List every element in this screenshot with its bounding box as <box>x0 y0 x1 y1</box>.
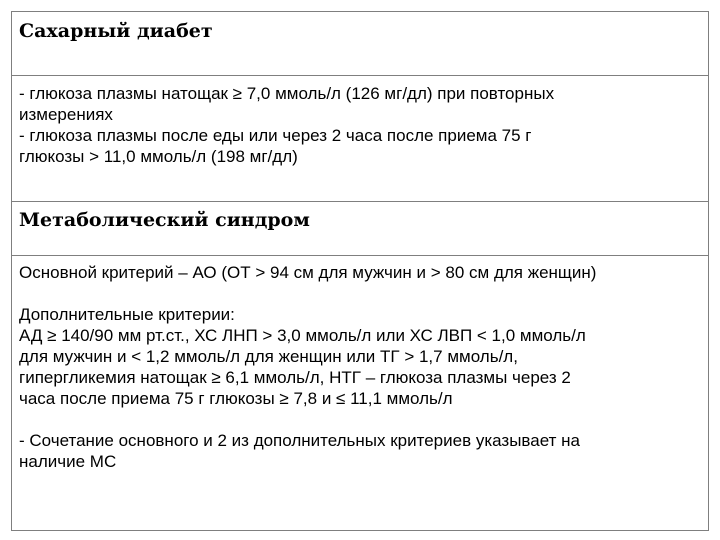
extra-criteria-line: АД ≥ 140/90 мм рт.ст., ХС ЛНП > 3,0 ммоль/л или ХС ЛВП < 1,0 ммоль/л <box>19 326 586 345</box>
diabetes-title: Сахарный диабет <box>19 20 213 42</box>
extra-criteria-line: гипергликемия натощак ≥ 6,1 ммоль/л, НТГ – глюкоза плазмы через 2 <box>19 368 571 387</box>
metabolic-criteria-row <box>12 256 708 530</box>
conclusion-line: наличие МС <box>19 452 117 471</box>
metabolic-header-row <box>12 202 708 256</box>
diabetes-criteria-line: - глюкоза плазмы натощак ≥ 7,0 ммоль/л (126 мг/дл) при повторных <box>19 84 555 103</box>
paragraph-spacer <box>19 409 701 430</box>
conclusion-line: - Сочетание основного и 2 из дополнительных критериев указывает на <box>19 431 580 450</box>
metabolic-title: Метаболический синдром <box>19 209 310 231</box>
diabetes-header-row <box>12 12 708 76</box>
main-criterion: Основной критерий – АО (ОТ > 94 см для мужчин и > 80 см для женщин) <box>19 263 597 282</box>
extra-criteria-heading: Дополнительные критерии: <box>19 305 235 324</box>
diabetes-criteria-text <box>19 76 701 167</box>
paragraph-spacer <box>19 283 701 304</box>
metabolic-criteria-text <box>19 256 701 472</box>
criteria-table <box>11 11 709 531</box>
extra-criteria-line: часа после приема 75 г глюкозы ≥ 7,8 и ≤ 11,1 ммоль/л <box>19 389 453 408</box>
diabetes-criteria-line: измерениях <box>19 105 113 124</box>
diabetes-criteria-row <box>12 76 708 202</box>
extra-criteria-line: для мужчин и < 1,2 ммоль/л для женщин или ТГ > 1,7 ммоль/л, <box>19 347 518 366</box>
diabetes-criteria-line: - глюкоза плазмы после еды или через 2 часа после приема 75 г <box>19 126 532 145</box>
diabetes-criteria-line: глюкозы > 11,0 ммоль/л (198 мг/дл) <box>19 147 298 166</box>
